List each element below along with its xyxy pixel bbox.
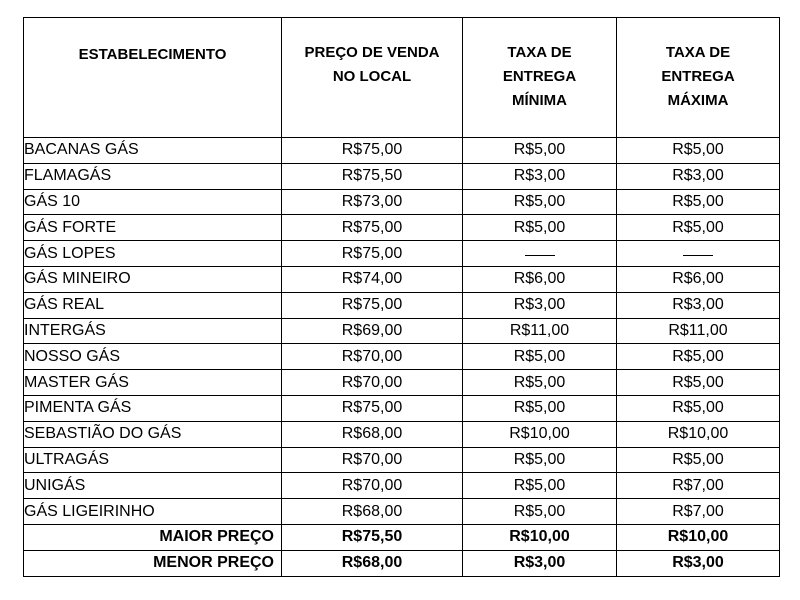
taxa-maxima-cell: R$5,00	[617, 395, 780, 421]
preco-venda-cell: R$75,50	[282, 163, 463, 189]
header-taxa-max-line2: ENTREGA	[661, 68, 735, 85]
table-row	[24, 215, 780, 241]
taxa-maxima-cell: R$11,00	[617, 318, 780, 344]
table-row	[24, 241, 780, 267]
establishment-name: INTERGÁS	[24, 318, 282, 344]
taxa-minima-cell: R$5,00	[463, 473, 617, 499]
taxa-minima-cell: R$5,00	[463, 395, 617, 421]
preco-venda-cell: R$75,00	[282, 215, 463, 241]
preco-venda-cell: R$69,00	[282, 318, 463, 344]
dash-mark	[525, 242, 555, 256]
preco-venda-cell: R$75,00	[282, 241, 463, 267]
establishment-name: GÁS MINEIRO	[24, 266, 282, 292]
table-body	[24, 138, 780, 577]
taxa-maxima-cell: R$7,00	[617, 499, 780, 525]
table-row	[24, 318, 780, 344]
summary-taxa-minima-cell: R$3,00	[463, 550, 617, 576]
taxa-maxima-cell: R$10,00	[617, 421, 780, 447]
summary-label: MENOR PREÇO	[24, 550, 282, 576]
establishment-name: GÁS 10	[24, 189, 282, 215]
summary-row	[24, 524, 780, 550]
taxa-minima-cell: R$5,00	[463, 370, 617, 396]
preco-venda-cell: R$70,00	[282, 447, 463, 473]
taxa-maxima-cell: R$5,00	[617, 138, 780, 164]
taxa-minima-cell: R$5,00	[463, 447, 617, 473]
header-taxa-min-line2: ENTREGA	[502, 68, 577, 85]
taxa-maxima-cell: R$5,00	[617, 344, 780, 370]
taxa-minima-cell: R$3,00	[463, 292, 617, 318]
table-row	[24, 473, 780, 499]
header-establecimento	[24, 18, 282, 138]
summary-preco-cell: R$75,50	[282, 524, 463, 550]
table-row	[24, 266, 780, 292]
preco-venda-cell: R$70,00	[282, 370, 463, 396]
table-row	[24, 421, 780, 447]
summary-row	[24, 550, 780, 576]
taxa-minima-cell: R$5,00	[463, 189, 617, 215]
header-taxa-minima	[463, 18, 617, 138]
taxa-minima-cell	[463, 241, 617, 267]
gas-price-table	[23, 17, 780, 577]
establishment-name: GÁS LIGEIRINHO	[24, 499, 282, 525]
header-taxa-max-line3: MÁXIMA	[667, 92, 729, 109]
taxa-maxima-cell: R$3,00	[617, 292, 780, 318]
table-row	[24, 189, 780, 215]
taxa-maxima-cell: R$3,00	[617, 163, 780, 189]
summary-taxa-maxima-cell: R$10,00	[617, 524, 780, 550]
header-preco-line2: NO LOCAL	[332, 68, 412, 85]
establishment-name: BACANAS GÁS	[24, 138, 282, 164]
taxa-minima-cell: R$5,00	[463, 344, 617, 370]
taxa-minima-cell: R$5,00	[463, 138, 617, 164]
summary-label: MAIOR PREÇO	[24, 524, 282, 550]
table-row	[24, 292, 780, 318]
establishment-name: UNIGÁS	[24, 473, 282, 499]
establishment-name: SEBASTIÃO DO GÁS	[24, 421, 282, 447]
establishment-name: NOSSO GÁS	[24, 344, 282, 370]
taxa-maxima-cell: R$5,00	[617, 215, 780, 241]
table-row	[24, 395, 780, 421]
header-taxa-min-line1: TAXA DE	[507, 44, 572, 61]
taxa-minima-cell: R$3,00	[463, 163, 617, 189]
taxa-minima-cell: R$5,00	[463, 499, 617, 525]
establishment-name: PIMENTA GÁS	[24, 395, 282, 421]
summary-preco-cell: R$68,00	[282, 550, 463, 576]
taxa-maxima-cell: R$5,00	[617, 189, 780, 215]
header-preco-line1: PREÇO DE VENDA	[304, 44, 440, 61]
establishment-name: GÁS REAL	[24, 292, 282, 318]
header-taxa-maxima	[617, 18, 780, 138]
preco-venda-cell: R$68,00	[282, 499, 463, 525]
establishment-name: GÁS LOPES	[24, 241, 282, 267]
header-preco-venda	[282, 18, 463, 138]
header-establecimento-text: ESTABELECIMENTO	[78, 46, 227, 63]
header-taxa-max-line1: TAXA DE	[665, 44, 731, 61]
establishment-name: FLAMAGÁS	[24, 163, 282, 189]
establishment-name: MASTER GÁS	[24, 370, 282, 396]
dash-mark	[683, 242, 713, 256]
header-taxa-min-line3: MÍNIMA	[512, 92, 567, 109]
table-header-row	[24, 18, 780, 138]
summary-taxa-minima-cell: R$10,00	[463, 524, 617, 550]
taxa-maxima-cell	[617, 241, 780, 267]
taxa-maxima-cell: R$5,00	[617, 447, 780, 473]
establishment-name: GÁS FORTE	[24, 215, 282, 241]
table-row	[24, 138, 780, 164]
preco-venda-cell: R$68,00	[282, 421, 463, 447]
taxa-minima-cell: R$6,00	[463, 266, 617, 292]
taxa-maxima-cell: R$7,00	[617, 473, 780, 499]
preco-venda-cell: R$75,00	[282, 138, 463, 164]
table-row	[24, 447, 780, 473]
preco-venda-cell: R$70,00	[282, 344, 463, 370]
preco-venda-cell: R$73,00	[282, 189, 463, 215]
taxa-minima-cell: R$11,00	[463, 318, 617, 344]
preco-venda-cell: R$75,00	[282, 395, 463, 421]
preco-venda-cell: R$75,00	[282, 292, 463, 318]
table-row	[24, 163, 780, 189]
taxa-minima-cell: R$10,00	[463, 421, 617, 447]
table-row	[24, 370, 780, 396]
table-row	[24, 499, 780, 525]
preco-venda-cell: R$74,00	[282, 266, 463, 292]
taxa-maxima-cell: R$6,00	[617, 266, 780, 292]
preco-venda-cell: R$70,00	[282, 473, 463, 499]
table-row	[24, 344, 780, 370]
taxa-maxima-cell: R$5,00	[617, 370, 780, 396]
taxa-minima-cell: R$5,00	[463, 215, 617, 241]
summary-taxa-maxima-cell: R$3,00	[617, 550, 780, 576]
establishment-name: ULTRAGÁS	[24, 447, 282, 473]
